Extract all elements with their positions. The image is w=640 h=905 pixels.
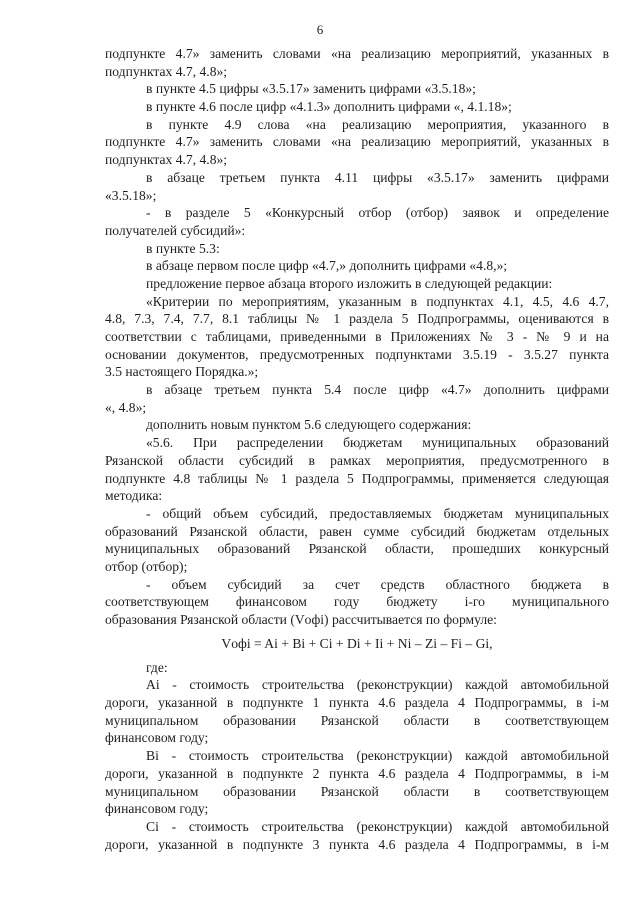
text-line: в пункте 5.3: [146, 240, 220, 256]
text-line: 4.8, 7.3, 7.4, 7.7, 8.1 таблицы № 1 раздела 5 Подпрограммы, оцениваются в [105, 311, 609, 327]
text-line: финансовом году; [105, 730, 209, 746]
text-line: соответствующем финансовом году бюджету i-го муниципального [105, 594, 609, 610]
text-line: где: [146, 659, 168, 675]
text-line: дороги, указанной в подпункте 2 пункта 4.6 раздела 4 Подпрограммы, в i-м [105, 765, 609, 781]
text-line: образования Рязанской области (Vофi) рассчитывается по формуле: [105, 612, 497, 627]
text-line: в абзаце третьем пункта 5.4 после цифр «4.7» дополнить цифрами [146, 382, 609, 398]
text-line: «3.5.18»; [105, 187, 157, 203]
text-line: подпункте 4.7» заменить словами «на реализацию мероприятий, указанных в [105, 46, 609, 61]
text-line: дороги, указанной в подпункте 1 пункта 4.6 раздела 4 Подпрограммы, в i-м [105, 695, 609, 711]
text-line: подпунктах 4.7, 4.8»; [105, 152, 228, 168]
text-line: 3.5 настоящего Порядка.»; [105, 364, 259, 380]
text-line: Bi - стоимость строительства (реконструкции) каждой автомобильной [146, 748, 609, 764]
text-line: - объем субсидий за счет средств областного бюджета в [146, 576, 609, 592]
text-line: Ci - стоимость строительства (реконструкции) каждой автомобильной [146, 818, 609, 834]
text-line: финансовом году; [105, 801, 209, 817]
formula-line: Vофi = Ai + Bi + Ci + Di + Ii + Ni – Zi – Fi – Gi, [221, 635, 493, 651]
text-line: муниципальных образований Рязанской области, прошедших конкурсный [105, 541, 609, 557]
text-line: дороги, указанной в подпункте 3 пункта 4.6 раздела 4 Подпрограммы, в i-м [105, 836, 609, 852]
text-line: «, 4.8»; [105, 399, 147, 415]
document-body [105, 45, 609, 853]
text-line: соответствии с таблицами, приведенными в Приложениях № 3 - № 9 и на [105, 329, 609, 344]
text-line: - в разделе 5 «Конкурсный отбор (отбор) заявок и определение [146, 205, 609, 221]
text-line: в пункте 4.9 слова «на реализацию мероприятия, указанного в [146, 116, 609, 132]
text-line: - общий объем субсидий, предоставляемых бюджетам муниципальных [146, 505, 609, 521]
text-line: отбор (отбор); [105, 558, 188, 574]
text-line: «5.6. При распределении бюджетам муниципальных образований [146, 435, 609, 451]
text-line: получателей субсидий»: [105, 222, 246, 238]
text-line: «Критерии по мероприятиям, указанным в подпунктах 4.1, 4.5, 4.6 4.7, [146, 293, 609, 309]
text-line: муниципальном образовании Рязанской области в соответствующем [105, 712, 609, 728]
text-line: предложение первое абзаца второго изложить в следующей редакции: [146, 275, 553, 291]
text-line: основании документов, предусмотренных подпунктами 3.5.19 - 3.5.27 пункта [105, 346, 609, 362]
text-line: Рязанской области субсидий в рамках мероприятия, предусмотренного в [105, 452, 609, 468]
text-line: Ai - стоимость строительства (реконструкции) каждой автомобильной [146, 677, 609, 693]
text-line: подпунктах 4.7, 4.8»; [105, 63, 228, 79]
text-line: в пункте 4.5 цифры «3.5.17» заменить цифрами «3.5.18»; [146, 81, 476, 97]
text-line: муниципальном образовании Рязанской области в соответствующем [105, 783, 609, 799]
text-line: в абзаце третьем пункта 4.11 цифры «3.5.17» заменить цифрами [146, 169, 609, 185]
text-line: подпункте 4.8 таблицы № 1 раздела 5 Подпрограммы, применяется следующая [105, 470, 609, 486]
text-line: в абзаце первом после цифр «4.7,» дополнить цифрами «4.8,»; [146, 258, 508, 274]
text-line: подпункте 4.7» заменить словами «на реализацию мероприятий, указанных в [105, 134, 609, 150]
text-line: в пункте 4.6 после цифр «4.1.3» дополнить цифрами «, 4.1.18»; [146, 99, 512, 115]
page-number: 6 [316, 22, 324, 37]
text-line: методика: [105, 488, 163, 504]
text-line: дополнить новым пунктом 5.6 следующего содержания: [146, 417, 472, 433]
text-line: образований Рязанской области, равен сумме субсидий бюджетам отдельных [105, 523, 609, 539]
